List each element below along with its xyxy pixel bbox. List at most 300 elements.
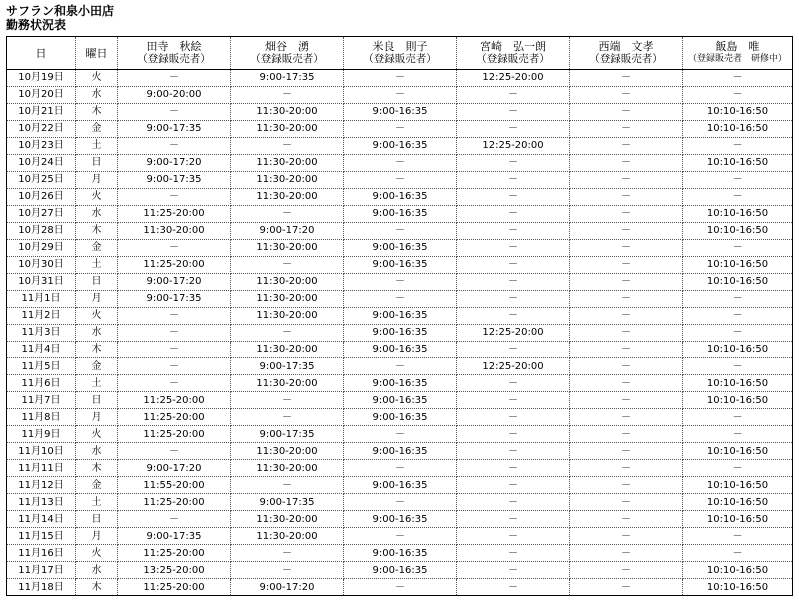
dow-cell: 木	[76, 579, 118, 596]
shift-cell: －	[570, 375, 683, 392]
dow-cell: 火	[76, 188, 118, 205]
table-row	[7, 120, 793, 137]
shift-cell: －	[457, 511, 570, 528]
shift-cell: －	[118, 188, 231, 205]
shift-cell: －	[570, 460, 683, 477]
schedule-body	[7, 70, 793, 596]
shift-cell: －	[344, 290, 457, 307]
shift-cell: －	[683, 358, 793, 375]
shift-cell: 12:25-20:00	[457, 137, 570, 154]
shift-cell: 10:10-16:50	[683, 443, 793, 460]
dow-cell: 日	[76, 392, 118, 409]
shift-cell: 10:10-16:50	[683, 103, 793, 120]
staff-role: （登録販売者）	[589, 53, 663, 65]
shift-cell: －	[457, 171, 570, 188]
table-row	[7, 392, 793, 409]
staff-column-header	[344, 37, 457, 70]
shift-cell: 11:25-20:00	[118, 579, 231, 596]
dow-cell: 月	[76, 171, 118, 188]
shift-cell: －	[570, 409, 683, 426]
shift-cell: －	[457, 188, 570, 205]
shift-cell: －	[570, 358, 683, 375]
shift-cell: 9:00-17:20	[118, 273, 231, 290]
shift-cell: －	[344, 460, 457, 477]
shift-cell: －	[683, 324, 793, 341]
date-cell: 11月1日	[7, 290, 76, 307]
dow-cell: 月	[76, 409, 118, 426]
shift-cell: －	[457, 222, 570, 239]
shift-cell: －	[231, 86, 344, 103]
shift-cell: 9:00-16:35	[344, 375, 457, 392]
shift-cell: －	[118, 324, 231, 341]
shift-cell: 9:00-16:35	[344, 545, 457, 562]
shift-cell: －	[570, 528, 683, 545]
shift-cell: －	[683, 528, 793, 545]
shift-cell: －	[118, 103, 231, 120]
shift-cell: 11:30-20:00	[231, 307, 344, 324]
shift-cell: 10:10-16:50	[683, 341, 793, 358]
shift-cell: －	[570, 426, 683, 443]
table-row	[7, 307, 793, 324]
staff-column-header	[118, 37, 231, 70]
dow-cell: 土	[76, 137, 118, 154]
shift-cell: －	[683, 188, 793, 205]
shift-cell: －	[457, 443, 570, 460]
shift-cell: 9:00-16:35	[344, 324, 457, 341]
date-cell: 11月2日	[7, 307, 76, 324]
shift-cell: 9:00-17:35	[231, 70, 344, 87]
shift-cell: 13:25-20:00	[118, 562, 231, 579]
dow-cell: 土	[76, 375, 118, 392]
shift-cell: 9:00-17:20	[231, 579, 344, 596]
shift-cell: 9:00-16:35	[344, 409, 457, 426]
shift-cell: －	[570, 120, 683, 137]
shift-cell: －	[457, 562, 570, 579]
dow-cell: 金	[76, 120, 118, 137]
date-cell: 10月24日	[7, 154, 76, 171]
staff-role: （登録販売者 研修中）	[687, 54, 787, 64]
shift-cell: 10:10-16:50	[683, 273, 793, 290]
date-cell: 11月16日	[7, 545, 76, 562]
shift-cell: －	[344, 494, 457, 511]
shift-cell: 9:00-17:35	[231, 494, 344, 511]
shift-cell: 10:10-16:50	[683, 222, 793, 239]
shift-cell: －	[118, 70, 231, 87]
shift-cell: 10:10-16:50	[683, 511, 793, 528]
shift-cell: －	[570, 341, 683, 358]
shift-cell: －	[570, 545, 683, 562]
shift-cell: 11:25-20:00	[118, 545, 231, 562]
shift-cell: 9:00-16:35	[344, 188, 457, 205]
shift-cell: 11:30-20:00	[231, 341, 344, 358]
date-cell: 11月6日	[7, 375, 76, 392]
shift-cell: －	[570, 205, 683, 222]
date-cell: 11月8日	[7, 409, 76, 426]
shift-cell: 9:00-16:35	[344, 239, 457, 256]
staff-name: 西端 文孝	[598, 40, 654, 53]
date-cell: 11月12日	[7, 477, 76, 494]
shift-cell: －	[570, 494, 683, 511]
shift-cell: －	[118, 358, 231, 375]
table-row	[7, 460, 793, 477]
dow-cell: 水	[76, 443, 118, 460]
shift-cell: －	[570, 273, 683, 290]
shift-cell: －	[457, 205, 570, 222]
shift-cell: 9:00-16:35	[344, 205, 457, 222]
table-row	[7, 409, 793, 426]
shift-cell: －	[344, 579, 457, 596]
dow-cell: 土	[76, 494, 118, 511]
date-column-header: 日	[7, 37, 76, 70]
table-row	[7, 137, 793, 154]
table-row	[7, 171, 793, 188]
shift-cell: －	[344, 358, 457, 375]
shift-cell: －	[457, 103, 570, 120]
dow-cell: 日	[76, 511, 118, 528]
shift-cell: －	[344, 154, 457, 171]
shift-cell: 11:25-20:00	[118, 392, 231, 409]
date-cell: 10月30日	[7, 256, 76, 273]
dow-cell: 水	[76, 205, 118, 222]
table-row	[7, 290, 793, 307]
table-row	[7, 70, 793, 87]
shift-cell: －	[231, 562, 344, 579]
shift-cell: 11:25-20:00	[118, 426, 231, 443]
dow-cell: 水	[76, 86, 118, 103]
shift-cell: －	[231, 256, 344, 273]
shift-cell: －	[570, 188, 683, 205]
shift-cell: －	[570, 324, 683, 341]
shift-cell: 11:30-20:00	[231, 511, 344, 528]
shift-cell: －	[683, 86, 793, 103]
shift-cell: －	[118, 137, 231, 154]
shift-cell: －	[344, 70, 457, 87]
table-row	[7, 426, 793, 443]
table-row	[7, 375, 793, 392]
staff-name: 米良 則子	[372, 40, 428, 53]
shift-cell: 9:00-16:35	[344, 392, 457, 409]
shift-cell: －	[457, 392, 570, 409]
shift-cell: 9:00-16:35	[344, 443, 457, 460]
shift-cell: －	[683, 290, 793, 307]
date-cell: 11月10日	[7, 443, 76, 460]
table-row	[7, 494, 793, 511]
shift-cell: －	[570, 222, 683, 239]
dow-cell: 木	[76, 460, 118, 477]
date-cell: 10月25日	[7, 171, 76, 188]
shift-cell: －	[570, 239, 683, 256]
shift-cell: －	[457, 86, 570, 103]
shift-cell: －	[231, 392, 344, 409]
shift-cell: －	[344, 171, 457, 188]
shift-cell: －	[683, 460, 793, 477]
shift-cell: 10:10-16:50	[683, 256, 793, 273]
shift-cell: －	[344, 120, 457, 137]
dow-cell: 水	[76, 562, 118, 579]
staff-name: 畑谷 湧	[265, 40, 309, 53]
date-cell: 10月29日	[7, 239, 76, 256]
date-cell: 11月5日	[7, 358, 76, 375]
shift-cell: －	[118, 307, 231, 324]
table-row	[7, 273, 793, 290]
shift-cell: 9:00-16:35	[344, 341, 457, 358]
shift-cell: －	[457, 256, 570, 273]
shift-cell: 11:25-20:00	[118, 205, 231, 222]
shift-cell: －	[457, 120, 570, 137]
shift-cell: 9:00-16:35	[344, 256, 457, 273]
shift-cell: －	[683, 426, 793, 443]
shift-cell: 11:30-20:00	[231, 528, 344, 545]
shift-cell: 10:10-16:50	[683, 375, 793, 392]
dow-cell: 月	[76, 290, 118, 307]
shift-cell: －	[231, 324, 344, 341]
shift-cell: 9:00-17:35	[231, 358, 344, 375]
shift-cell: 11:30-20:00	[231, 120, 344, 137]
table-row	[7, 239, 793, 256]
table-row	[7, 358, 793, 375]
shift-cell: －	[570, 562, 683, 579]
dow-cell: 月	[76, 528, 118, 545]
date-cell: 10月22日	[7, 120, 76, 137]
shift-cell: －	[231, 477, 344, 494]
table-row	[7, 579, 793, 596]
shift-cell: 10:10-16:50	[683, 154, 793, 171]
date-cell: 11月13日	[7, 494, 76, 511]
shift-cell: －	[457, 307, 570, 324]
shift-cell: 9:00-17:20	[118, 460, 231, 477]
shift-cell: 10:10-16:50	[683, 494, 793, 511]
shift-cell: 9:00-17:20	[231, 222, 344, 239]
date-cell: 11月3日	[7, 324, 76, 341]
shift-cell: －	[570, 307, 683, 324]
date-cell: 11月11日	[7, 460, 76, 477]
date-cell: 11月7日	[7, 392, 76, 409]
shift-cell: －	[570, 443, 683, 460]
shift-cell: －	[570, 171, 683, 188]
staff-name: 飯島 唯	[715, 40, 760, 53]
shift-cell: －	[118, 375, 231, 392]
shift-cell: －	[344, 222, 457, 239]
shift-cell: －	[570, 103, 683, 120]
table-row	[7, 477, 793, 494]
shift-cell: －	[457, 545, 570, 562]
staff-role: （登録販売者）	[250, 53, 324, 65]
shift-cell: 10:10-16:50	[683, 477, 793, 494]
shift-cell: 9:00-17:35	[118, 290, 231, 307]
shift-cell: －	[683, 307, 793, 324]
staff-column-header	[231, 37, 344, 70]
shift-cell: －	[118, 443, 231, 460]
shift-cell: －	[457, 290, 570, 307]
shift-cell: －	[457, 579, 570, 596]
table-row	[7, 341, 793, 358]
shift-cell: －	[231, 137, 344, 154]
shift-cell: 12:25-20:00	[457, 324, 570, 341]
table-row	[7, 443, 793, 460]
shift-cell: 10:10-16:50	[683, 120, 793, 137]
dow-cell: 木	[76, 341, 118, 358]
shift-cell: －	[344, 426, 457, 443]
shift-cell: 10:10-16:50	[683, 579, 793, 596]
shift-cell: －	[344, 86, 457, 103]
shift-cell: －	[457, 494, 570, 511]
table-row	[7, 545, 793, 562]
shift-cell: －	[457, 273, 570, 290]
shift-cell: 11:30-20:00	[231, 273, 344, 290]
shift-cell: －	[570, 154, 683, 171]
shift-cell: －	[683, 545, 793, 562]
staff-role: （登録販売者）	[476, 53, 550, 65]
table-row	[7, 511, 793, 528]
table-row	[7, 324, 793, 341]
date-cell: 10月27日	[7, 205, 76, 222]
dow-cell: 日	[76, 154, 118, 171]
staff-column-header	[683, 37, 793, 70]
shift-cell: －	[457, 154, 570, 171]
shift-cell: －	[570, 392, 683, 409]
staff-column-header	[457, 37, 570, 70]
dow-cell: 水	[76, 324, 118, 341]
date-cell: 11月4日	[7, 341, 76, 358]
shift-cell: －	[231, 545, 344, 562]
shift-cell: 9:00-17:35	[118, 528, 231, 545]
dow-cell: 火	[76, 307, 118, 324]
shift-cell: 11:30-20:00	[231, 460, 344, 477]
shift-cell: 11:25-20:00	[118, 494, 231, 511]
shift-cell: 11:30-20:00	[231, 103, 344, 120]
shift-cell: 9:00-20:00	[118, 86, 231, 103]
date-cell: 11月9日	[7, 426, 76, 443]
dow-cell: 火	[76, 70, 118, 87]
date-cell: 11月15日	[7, 528, 76, 545]
shift-cell: －	[570, 86, 683, 103]
dow-cell: 火	[76, 545, 118, 562]
staff-name: 田寺 秋絵	[146, 40, 202, 53]
table-row	[7, 205, 793, 222]
staff-column-header	[570, 37, 683, 70]
shift-cell: －	[683, 409, 793, 426]
shift-cell: －	[457, 341, 570, 358]
dow-cell: 金	[76, 477, 118, 494]
shift-cell: －	[457, 460, 570, 477]
shift-cell: 11:30-20:00	[231, 290, 344, 307]
shift-cell: 12:25-20:00	[457, 70, 570, 87]
shift-cell: 9:00-16:35	[344, 137, 457, 154]
date-cell: 10月23日	[7, 137, 76, 154]
date-cell: 11月17日	[7, 562, 76, 579]
staff-role: （登録販売者）	[137, 53, 211, 65]
shift-cell: －	[570, 137, 683, 154]
shift-cell: 12:25-20:00	[457, 358, 570, 375]
shift-cell: －	[118, 239, 231, 256]
date-cell: 10月21日	[7, 103, 76, 120]
date-cell: 10月26日	[7, 188, 76, 205]
shift-cell: 11:25-20:00	[118, 409, 231, 426]
shift-cell: －	[231, 409, 344, 426]
shift-cell: 11:30-20:00	[231, 375, 344, 392]
staff-role: （登録販売者）	[363, 53, 437, 65]
shift-cell: 9:00-16:35	[344, 307, 457, 324]
shift-cell: －	[570, 477, 683, 494]
shift-cell: 11:30-20:00	[231, 171, 344, 188]
schedule-table	[6, 36, 793, 596]
shift-cell: －	[231, 205, 344, 222]
shift-cell: 9:00-17:35	[231, 426, 344, 443]
table-row	[7, 154, 793, 171]
shift-cell: 11:25-20:00	[118, 256, 231, 273]
dow-cell: 木	[76, 103, 118, 120]
shift-cell: 9:00-17:35	[118, 120, 231, 137]
date-cell: 11月18日	[7, 579, 76, 596]
shift-cell: 9:00-16:35	[344, 511, 457, 528]
shift-cell: －	[683, 171, 793, 188]
shift-cell: 9:00-17:35	[118, 171, 231, 188]
dow-cell: 金	[76, 358, 118, 375]
shift-cell: 11:55-20:00	[118, 477, 231, 494]
table-row	[7, 188, 793, 205]
dow-column-header: 曜日	[76, 37, 118, 70]
date-cell: 11月14日	[7, 511, 76, 528]
table-row	[7, 86, 793, 103]
dow-cell: 日	[76, 273, 118, 290]
shift-cell: 11:30-20:00	[231, 154, 344, 171]
shift-cell: 11:30-20:00	[231, 239, 344, 256]
table-row	[7, 562, 793, 579]
shift-cell: －	[457, 426, 570, 443]
date-cell: 10月19日	[7, 70, 76, 87]
shift-cell: 10:10-16:50	[683, 392, 793, 409]
shift-cell: －	[344, 273, 457, 290]
shift-cell: 11:30-20:00	[231, 188, 344, 205]
table-row	[7, 222, 793, 239]
shift-cell: －	[683, 70, 793, 87]
shift-cell: －	[118, 511, 231, 528]
shift-cell: 9:00-16:35	[344, 477, 457, 494]
date-cell: 10月28日	[7, 222, 76, 239]
shift-cell: －	[570, 579, 683, 596]
shift-cell: 10:10-16:50	[683, 562, 793, 579]
shift-cell: －	[683, 239, 793, 256]
shift-cell: －	[570, 256, 683, 273]
table-row	[7, 103, 793, 120]
table-row	[7, 528, 793, 545]
shift-cell: －	[457, 375, 570, 392]
staff-name: 宮崎 弘一朗	[480, 40, 546, 53]
shift-cell: 9:00-16:35	[344, 103, 457, 120]
dow-cell: 土	[76, 256, 118, 273]
store-name: サフラン和泉小田店	[6, 4, 115, 18]
shift-cell: 9:00-17:20	[118, 154, 231, 171]
shift-cell: 11:30-20:00	[231, 443, 344, 460]
shift-cell: 9:00-16:35	[344, 562, 457, 579]
shift-cell: －	[457, 477, 570, 494]
shift-cell: 10:10-16:50	[683, 205, 793, 222]
shift-cell: －	[118, 341, 231, 358]
dow-cell: 木	[76, 222, 118, 239]
date-cell: 10月31日	[7, 273, 76, 290]
shift-cell: －	[683, 137, 793, 154]
document-title: 勤務状況表	[6, 18, 67, 32]
header-row	[7, 37, 793, 70]
shift-cell: －	[570, 290, 683, 307]
shift-cell: －	[457, 409, 570, 426]
shift-cell: －	[457, 528, 570, 545]
shift-cell: －	[457, 239, 570, 256]
table-row	[7, 256, 793, 273]
date-cell: 10月20日	[7, 86, 76, 103]
shift-cell: －	[344, 528, 457, 545]
dow-cell: 金	[76, 239, 118, 256]
